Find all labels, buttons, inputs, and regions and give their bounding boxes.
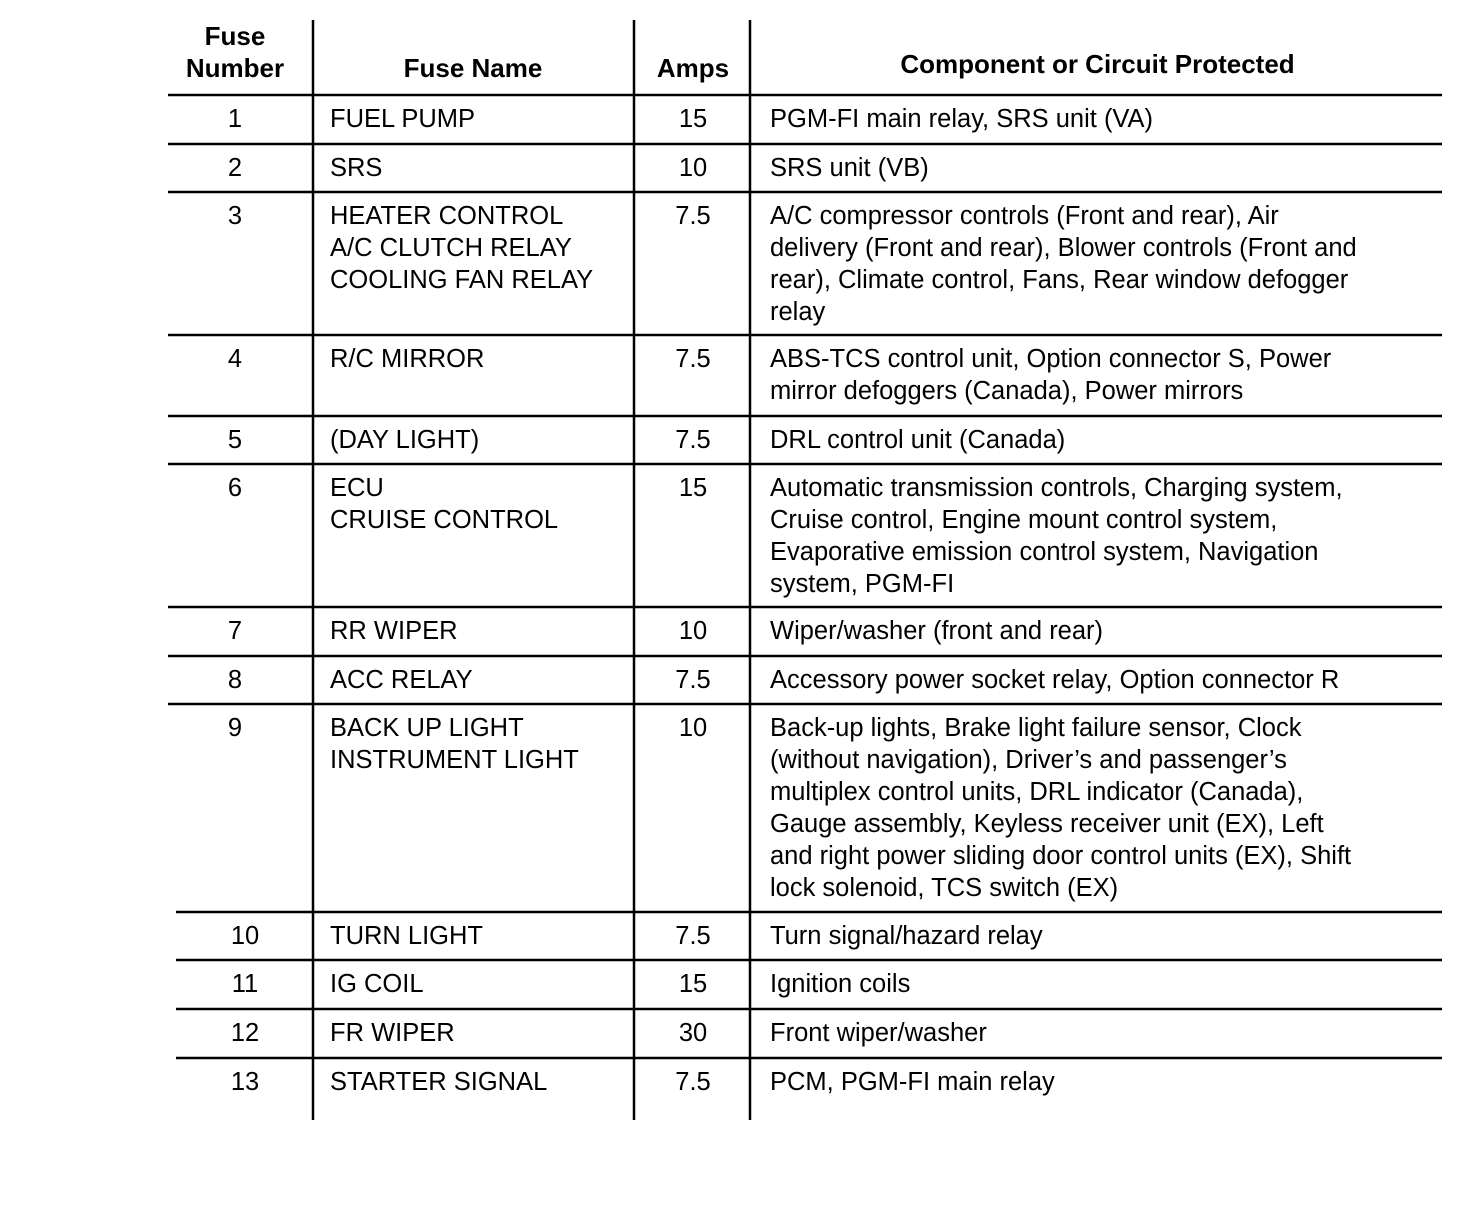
- component-cell: Ignition coils: [770, 970, 911, 998]
- amps-cell: 7.5: [675, 666, 711, 694]
- fuse-name-cell: R/C MIRROR: [330, 345, 485, 373]
- component-cell: Automatic transmission controls, Charging system, Cruise control, Engine mount control system, Evaporative emission control system, Navigation system, PGM-FI: [770, 474, 1343, 598]
- fuse-number-cell: 2: [227, 154, 243, 182]
- component-cell: Back-up lights, Brake light failure sensor, Clock (without navigation), Driver’s and passenger’s multiplex control units, DRL indicator (Canada), Gauge assembly, Keyless receiver unit (EX), Left and right power sliding door control units (EX), Shift lock solenoid, TCS switch (EX): [770, 714, 1352, 902]
- fuse-number-cell: 12: [230, 1019, 260, 1047]
- fuse-name-cell: ACC RELAY: [330, 666, 473, 694]
- fuse-number-cell: 13: [230, 1068, 260, 1096]
- amps-cell: 10: [678, 617, 708, 645]
- fuse-number-cell: 7: [227, 617, 243, 645]
- header-amps: Amps: [656, 53, 730, 83]
- fuse-number-cell: 8: [227, 666, 243, 694]
- fuse-name-cell: TURN LIGHT: [330, 922, 483, 950]
- fuse-name-cell: ECU CRUISE CONTROL: [330, 474, 559, 534]
- amps-cell: 7.5: [675, 345, 711, 373]
- amps-cell: 15: [678, 474, 708, 502]
- component-cell: Turn signal/hazard relay: [770, 922, 1043, 950]
- component-cell: SRS unit (VB): [770, 154, 929, 182]
- fuse-name-cell: HEATER CONTROL A/C CLUTCH RELAY COOLING FAN RELAY: [330, 202, 594, 294]
- fuse-number-cell: 1: [227, 105, 243, 133]
- fuse-number-cell: 3: [227, 202, 243, 230]
- fuse-number-cell: 11: [231, 970, 259, 998]
- fuse-name-cell: RR WIPER: [330, 617, 458, 645]
- component-cell: PGM-FI main relay, SRS unit (VA): [770, 105, 1154, 133]
- fuse-name-cell: FR WIPER: [330, 1019, 455, 1047]
- fuse-number-cell: 4: [227, 345, 243, 373]
- component-cell: Wiper/washer (front and rear): [770, 617, 1104, 645]
- amps-cell: 7.5: [675, 922, 711, 950]
- fuse-name-cell: FUEL PUMP: [330, 105, 475, 133]
- amps-cell: 10: [678, 154, 708, 182]
- amps-cell: 15: [678, 105, 708, 133]
- header-component: Component or Circuit Protected: [900, 49, 1295, 79]
- fuse-number-cell: 5: [227, 426, 243, 454]
- component-cell: PCM, PGM-FI main relay: [770, 1068, 1055, 1096]
- amps-cell: 7.5: [675, 426, 711, 454]
- amps-cell: 15: [678, 970, 708, 998]
- fuse-number-cell: 6: [227, 474, 243, 502]
- header-fuse-number: Fuse Number: [185, 21, 285, 83]
- fuse-name-cell: SRS: [330, 154, 383, 182]
- fuse-table: [168, 18, 1444, 1122]
- fuse-name-cell: (DAY LIGHT): [330, 426, 480, 454]
- header-fuse-name: Fuse Name: [403, 53, 543, 83]
- amps-cell: 7.5: [675, 202, 711, 230]
- fuse-name-cell: STARTER SIGNAL: [330, 1068, 548, 1096]
- amps-cell: 7.5: [675, 1068, 711, 1096]
- fuse-number-cell: 10: [230, 922, 260, 950]
- component-cell: ABS-TCS control unit, Option connector S, Power mirror defoggers (Canada), Power mirrors: [770, 345, 1332, 405]
- fuse-number-cell: 9: [227, 714, 243, 742]
- component-cell: Front wiper/washer: [770, 1019, 987, 1047]
- fuse-name-cell: IG COIL: [330, 970, 424, 998]
- amps-cell: 30: [678, 1019, 708, 1047]
- component-cell: Accessory power socket relay, Option connector R: [770, 666, 1340, 694]
- amps-cell: 10: [678, 714, 708, 742]
- component-cell: DRL control unit (Canada): [770, 426, 1066, 454]
- component-cell: A/C compressor controls (Front and rear), Air delivery (Front and rear), Blower controls (Front and rear), Climate control, Fans, Rear window defogger relay: [770, 202, 1357, 326]
- fuse-name-cell: BACK UP LIGHT INSTRUMENT LIGHT: [330, 714, 579, 774]
